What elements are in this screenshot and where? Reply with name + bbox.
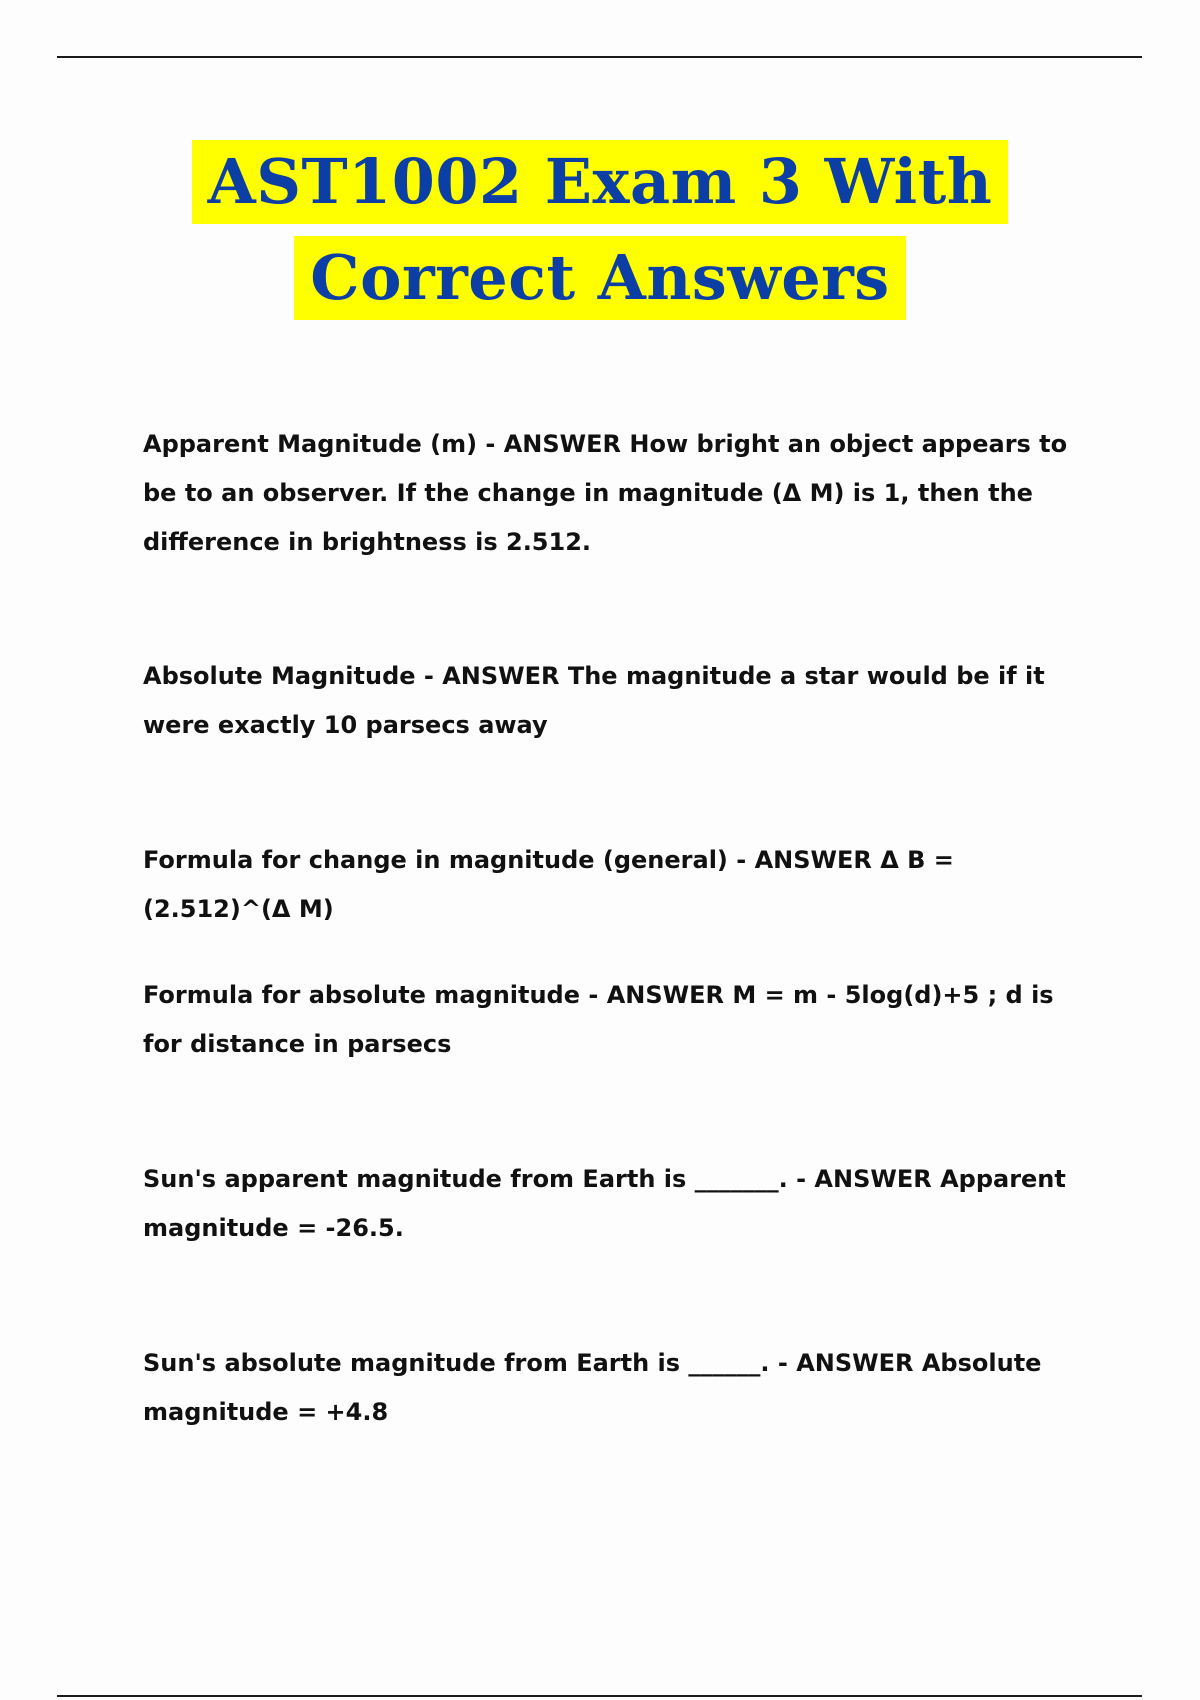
qa-item-sun-apparent: Sun's apparent magnitude from Earth is _______. - ANSWER Apparent magnitude = -26.5.	[143, 1165, 1066, 1242]
qa-item-absolute-formula: Formula for absolute magnitude - ANSWER M = m - 5log(d)+5 ; d is for distance in parsecs	[143, 981, 1054, 1058]
title-line-1: AST1002 Exam 3 With	[192, 140, 1009, 224]
document-title	[0, 140, 1200, 332]
header-rule	[57, 56, 1142, 58]
qa-item-absolute-magnitude: Absolute Magnitude - ANSWER The magnitude a star would be if it were exactly 10 parsecs away	[143, 662, 1045, 739]
footer-rule	[57, 1695, 1142, 1697]
qa-item-sun-absolute: Sun's absolute magnitude from Earth is ______. - ANSWER Absolute magnitude = +4.8	[143, 1349, 1042, 1426]
qa-item-change-formula: Formula for change in magnitude (general) - ANSWER Δ B = (2.512)^(Δ M)	[143, 846, 954, 923]
title-line-2: Correct Answers	[294, 236, 905, 320]
qa-item-apparent-magnitude: Apparent Magnitude (m) - ANSWER How bright an object appears to be to an observer. If the change in magnitude (Δ M) is 1, then the difference in brightness is 2.512.	[143, 430, 1068, 556]
